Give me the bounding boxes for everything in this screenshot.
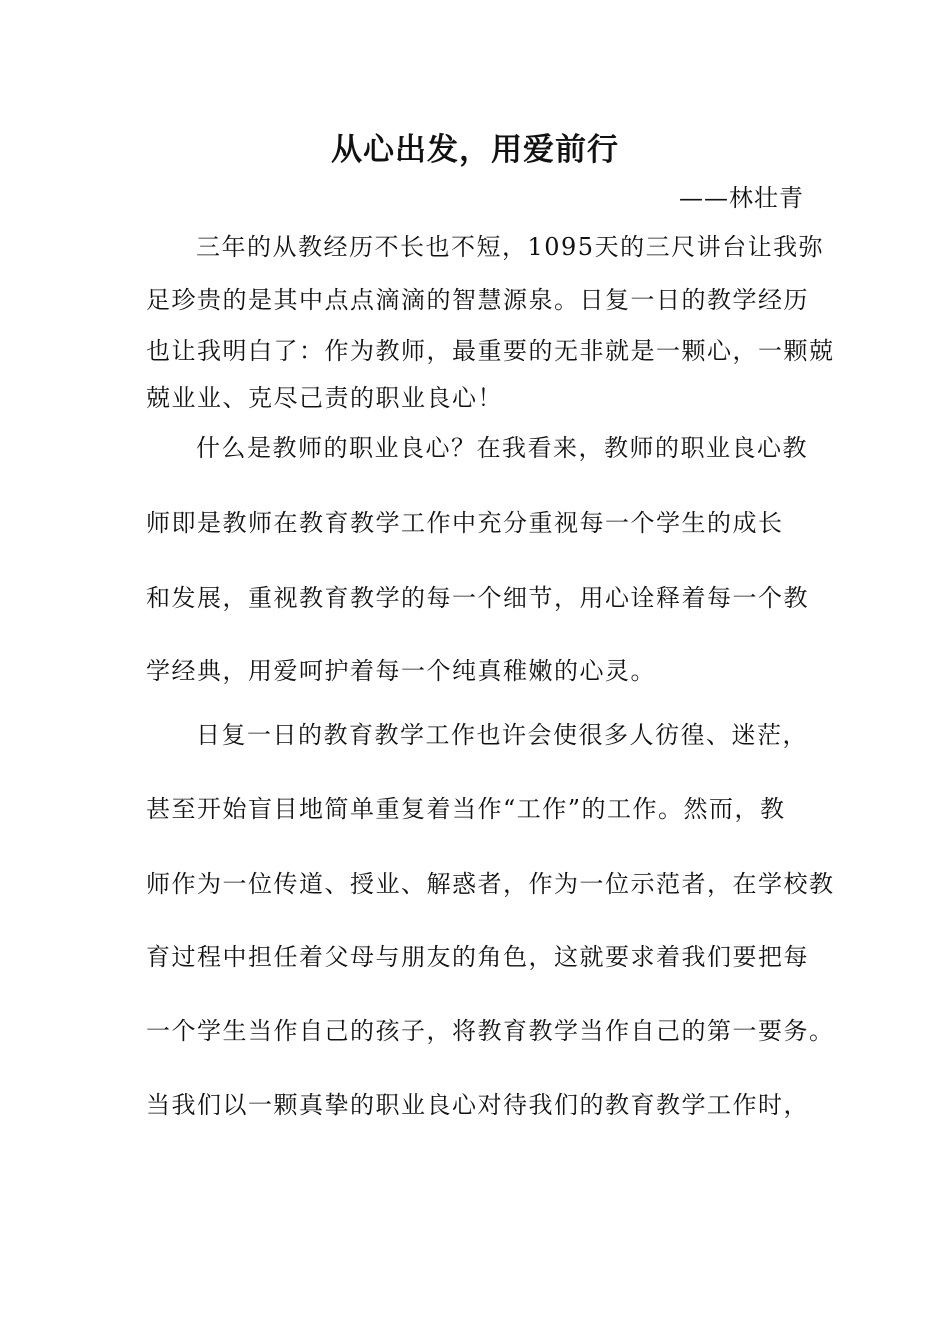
paragraph-1-line-2: 足珍贵的是其中点点滴滴的智慧源泉。日复一日的教学经历: [146, 286, 809, 314]
paragraph-3-line-6: 当我们以一颗真挚的职业良心对待我们的教育教学工作时，: [146, 1091, 809, 1119]
author-byline: ——林壮青: [679, 184, 804, 212]
paragraph-3-line-3: 师作为一位传道、授业、解惑者，作为一位示范者，在学校教: [146, 870, 835, 898]
paragraph-1-line-1: 三年的从教经历不长也不短，1095天的三尺讲台让我弥: [196, 233, 825, 261]
paragraph-3-line-4: 育过程中担任着父母与朋友的角色，这就要求着我们要把每: [146, 943, 809, 971]
paragraph-3-line-5: 一个学生当作自己的孩子，将教育教学当作自己的第一要务。: [146, 1017, 835, 1045]
paragraph-1-line-4: 兢业业、克尽己责的职业良心！: [146, 384, 503, 412]
page-title: 从心出发，用爱前行: [331, 132, 619, 168]
paragraph-2-line-1: 什么是教师的职业良心？在我看来，教师的职业良心教: [196, 434, 808, 462]
paragraph-1-line-3: 也让我明白了：作为教师，最重要的无非就是一颗心，一颗兢: [146, 337, 835, 365]
paragraph-3-line-2: 甚至开始盲目地简单重复着当作“工作”的工作。然而，教: [146, 795, 786, 823]
paragraph-2-line-2: 师即是教师在教育教学工作中充分重视每一个学生的成长: [146, 509, 784, 537]
paragraph-3-line-1: 日复一日的教育教学工作也许会使很多人彷徨、迷茫，: [196, 721, 808, 749]
paragraph-2-line-3: 和发展，重视教育教学的每一个细节，用心诠释着每一个教: [146, 584, 809, 612]
paragraph-2-line-4: 学经典，用爱呵护着每一个纯真稚嫩的心灵。: [146, 657, 656, 685]
